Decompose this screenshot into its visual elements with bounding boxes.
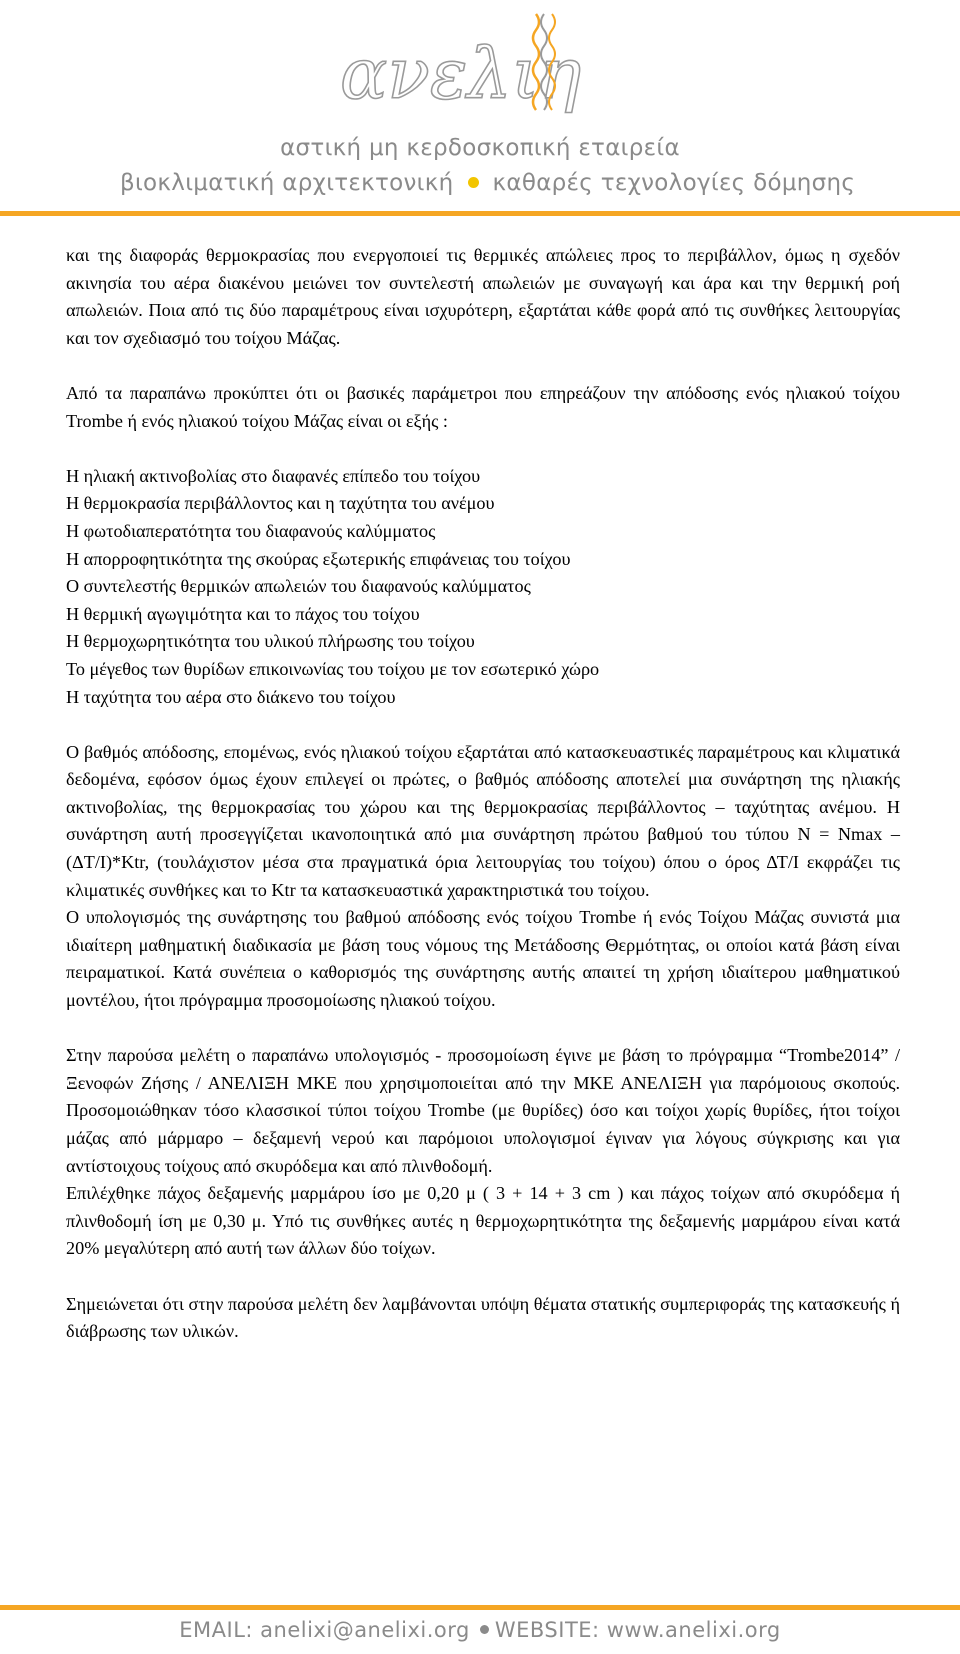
letterhead xyxy=(0,0,960,215)
document-body xyxy=(66,242,900,1346)
footer-divider xyxy=(0,1605,960,1610)
paragraph-5: Στην παρούσα μελέτη ο παραπάνω υπολογισμός - προσομοίωση έγινε με βάση το πρόγραμμα “Trombe2014” / Ξενοφών Ζήσης / ΑΝΕΛΙΞΗ ΜΚΕ που χρησιμοποιείται από την ΜΚΕ ΑΝΕΛΙΞΗ για παρόμοιους σκοπούς. Προσομοιώθηκαν τόσο κλασσικοί τύποι τοίχου Trombe (με θυρίδες) όσο και τοίχοι χωρίς θυρίδες, ήτοι τοίχοι μάζας από μάρμαρο – δεξαμενή νερού και παρόμοιοι υπολογισμοί έγιναν για λόγους σύγκρισης και για αντίστοιχους τοίχους από σκυρόδεμα και από πλινθοδομή. xyxy=(66,1045,900,1176)
paragraph-7: Σημειώνεται ότι στην παρούσα μελέτη δεν λαμβάνονται υπόψη θέματα στατικής συμπεριφοράς της κατασκευής ή διάβρωσης των υλικών. xyxy=(66,1293,900,1342)
list-item: Η θερμοκρασία περιβάλλοντος και η ταχύτητα του ανέμου xyxy=(66,493,495,514)
tagline-left: βιοκλιματική αρχιτεκτονική xyxy=(120,170,454,196)
paragraph-2: Από τα παραπάνω προκύπτει ότι οι βασικές παράμετροι που επηρεάζουν την απόδοσης ενός ηλιακού τοίχου Trombe ή ενός ηλιακού τοίχου Μάζας είναι οι εξής : xyxy=(66,382,900,431)
tagline-right: καθαρές τεχνολογίες δόμησης xyxy=(492,170,856,196)
list-item: Η θερμοχωρητικότητα του υλικού πλήρωσης του τοίχου xyxy=(66,631,475,652)
footer-website: WEBSITE: www.anelixi.org xyxy=(494,1618,781,1642)
paragraph-6: Επιλέχθηκε πάχος δεξαμενής μαρμάρου ίσο με 0,20 μ ( 3 + 14 + 3 cm ) και πάχος τοίχων από σκυρόδεμα ή πλινθοδομή ίση με 0,30 μ. Υπό τις συνθήκες αυτές η θερμοχωρητικότητα της δεξαμενής μαρμάρου είναι κατά 20% μεγαλύτερη από αυτή των άλλων δύο τοίχων. xyxy=(66,1183,900,1259)
list-item: Η θερμική αγωγιμότητα και το πάχος του τοίχου xyxy=(66,603,420,624)
paragraph-4: Ο υπολογισμός της συνάρτησης του βαθμού απόδοσης ενός τοίχου Trombe ή ενός Τοίχου Μάζας συνιστά μια ιδιαίτερη μαθηματική διαδικασία με βάση τους νόμους της Μετάδοσης Θερμότητας, οι οποίοι κατά βάση είναι πειραματικοί. Κατά συνέπεια ο καθορισμός της συνάρτησης αυτής απαιτεί τη χρήση ιδιαίτερου μαθηματικού μοντέλου, ήτοι πρόγραμμα προσομοίωσης ηλιακού τοίχου. xyxy=(66,907,900,1011)
svg-text:ανελιη: ανελιη xyxy=(340,33,582,115)
list-item: Η απορροφητικότητα της σκούρας εξωτερικής επιφάνειας του τοίχου xyxy=(66,548,571,569)
list-item: Ο συντελεστής θερμικών απωλειών του διαφανούς καλύμματος xyxy=(66,576,531,597)
list-item: Το μέγεθος των θυρίδων επικοινωνίας του τοίχου με τον εσωτερικό χώρο xyxy=(66,658,600,679)
list-item: Η ταχύτητα του αέρα στο διάκενο του τοίχου xyxy=(66,686,396,707)
tagline-company-type: αστική μη κερδοσκοπική εταιρεία xyxy=(280,135,680,161)
header-divider xyxy=(0,211,960,216)
bullet-icon xyxy=(480,1625,489,1634)
yellow-dot-icon xyxy=(468,177,479,188)
footer-contact xyxy=(0,1618,960,1642)
list-item: Η ηλιακή ακτινοβολίας στο διαφανές επίπεδο του τοίχου xyxy=(66,465,481,486)
anelixi-logo xyxy=(340,6,630,131)
parameter-list xyxy=(66,463,900,711)
paragraph-1: και της διαφοράς θερμοκρασίας που ενεργοποιεί τις θερμικές απώλειες προς το περιβάλλον, όμως η σχεδόν ακινησία του αέρα διακένου μειώνει τον συντελεστή απωλειών με συναγωγή και άρα και την θερμική ροή απωλειών. Ποια από τις δύο παραμέτρους είναι ισχυρότερη, εξαρτάται κάθε φορά από τις συνθήκες λειτουργίας και τον σχεδιασμό του τοίχου Μάζας. xyxy=(66,245,900,348)
list-item: Η φωτοδιαπερατότητα του διαφανούς καλύμματος xyxy=(66,520,436,541)
tagline-activities xyxy=(120,170,855,196)
paragraph-3: Ο βαθμός απόδοσης, επομένως, ενός ηλιακού τοίχου εξαρτάται από κατασκευαστικές παραμέτρους και κλιματικά δεδομένα, εφόσον όμως έχουν επιλεγεί οι πρώτες, ο βαθμός απόδοσης αποτελεί μια συνάρτηση της ηλιακής ακτινοβολίας, της θερμοκρασίας του χώρου και της θερμοκρασίας περιβάλλοντος – ταχύτητας ανέμου. Η συνάρτηση αυτή προσεγγίζεται ικανοποιητικά από μια συνάρτηση πρώτου βαθμού του τύπου N = Nmax – (ΔT/I)*Ktr, (τουλάχιστον μέσα στα πραγματικά όρια λειτουργίας του τοίχου) όπου ο όρος ΔΤ/Ι εκφράζει τις κλιματικές συνθήκες και το Ktr τα κατασκευαστικά χαρακτηριστικά του τοίχου. xyxy=(66,741,900,900)
footer-email: EMAIL: anelixi@anelixi.org xyxy=(179,1618,470,1642)
